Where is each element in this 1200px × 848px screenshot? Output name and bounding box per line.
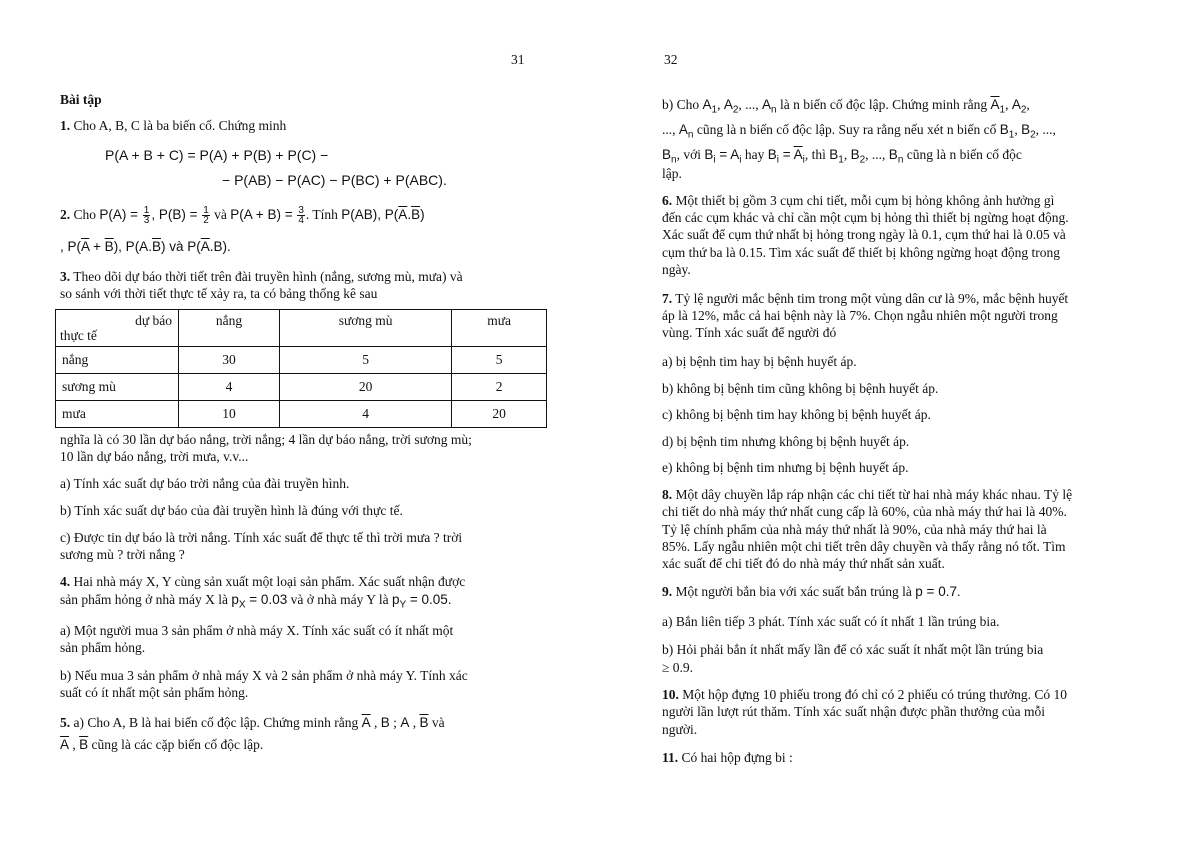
exercise-label: 3. bbox=[60, 269, 71, 284]
page-number: 32 bbox=[664, 52, 678, 67]
fraction: $\frac{3}{4}$ bbox=[298, 205, 304, 227]
table-cell: 5 bbox=[452, 347, 547, 374]
exercise-text: Cho A, B, C là ba biến cố. Chứng minh bbox=[70, 118, 287, 133]
exercise-label: 8. bbox=[662, 487, 673, 502]
text-line: chi tiết do nhà máy thứ nhất cung cấp là 60%, của nhà máy thứ hai là 40%. bbox=[662, 504, 1067, 519]
text-line: ngày. bbox=[662, 262, 691, 277]
text-line: nghĩa là có 30 lần dự báo nắng, trời nắng; 4 lần dự báo nắng, trời sương mù; bbox=[60, 432, 472, 447]
text-line: người lần lượt rút thăm. Tính xác suất nhận được phần thưởng của mỗi bbox=[662, 704, 1046, 719]
sub-question: d) bị bệnh tim nhưng không bị bệnh huyết áp. bbox=[662, 434, 910, 449]
formula-line: − P(AB) − P(AC) − P(BC) + P(ABC). bbox=[222, 172, 447, 188]
table-cell: 4 bbox=[179, 374, 280, 401]
sub-question: b) Hỏi phải bắn ít nhất mấy lần để có xác suất ít nhất một lần trúng bia bbox=[662, 642, 1044, 657]
exercise-label: 6. bbox=[662, 193, 673, 208]
fraction: $\frac{1}{3}$ bbox=[143, 205, 150, 227]
table-row bbox=[56, 374, 547, 401]
page-number: 31 bbox=[511, 52, 525, 67]
right-page bbox=[600, 0, 1200, 848]
text-line: sương mù ? trời nắng ? bbox=[60, 547, 185, 562]
exercise-10: 10. Một hộp đựng 10 phiếu trong đó chỉ có 2 phiếu có trúng thưởng. Có 10 bbox=[662, 687, 1067, 702]
text-line: áp là 12%, mắc cả hai bệnh này là 7%. Chọn ngẫu nhiên một người trong bbox=[662, 308, 1058, 323]
text-line: xác suất để chi tiết đó do nhà máy thứ nhất sản xuất. bbox=[662, 556, 945, 571]
exercise-label: 5. bbox=[60, 715, 71, 730]
exercise-7: 7. Tỷ lệ người mắc bệnh tim trong một vùng dân cư là 9%, mắc bệnh huyết bbox=[662, 291, 1069, 306]
sub-question: c) Được tin dự báo là trời nắng. Tính xác suất để thực tế thì trời mưa ? trời bbox=[60, 530, 463, 545]
text-line: suất có ít nhất một sản phẩm hỏng. bbox=[60, 685, 249, 700]
sub-question: a) Một người mua 3 sản phẩm ở nhà máy X. Tính xác suất có ít nhất một bbox=[60, 623, 454, 638]
table-cell: 20 bbox=[280, 374, 452, 401]
section-heading: Bài tập bbox=[60, 92, 102, 107]
exercise-8: 8. Một dây chuyền lắp ráp nhận các chi tiết từ hai nhà máy khác nhau. Tỷ lệ bbox=[662, 487, 1073, 502]
sub-question: b) Nếu mua 3 sản phẩm ở nhà máy X và 2 sản phẩm ở nhà máy Y. Tính xác bbox=[60, 668, 468, 683]
row-label: sương mù bbox=[56, 374, 179, 401]
text-line: so sánh với thời tiết thực tế xảy ra, ta có bảng thống kê sau bbox=[60, 286, 378, 301]
text-line: 85%. Lấy ngẫu nhiên một chi tiết trên dây chuyền và thấy rằng nó tốt. Tìm bbox=[662, 539, 1066, 554]
table-cell: 5 bbox=[280, 347, 452, 374]
text-line: sản phẩm hỏng ở nhà máy X là $p_X = 0.03$ và ở nhà máy Y là $p_Y = 0.05$. bbox=[60, 592, 452, 611]
exercise-label: 2. bbox=[60, 207, 71, 222]
exercise-3: 3. Theo dõi dự báo thời tiết trên đài truyền hình (nắng, sương mù, mưa) và bbox=[60, 269, 463, 284]
table-cell: 4 bbox=[280, 401, 452, 428]
formula-line: P(A + B + C) = P(A) + P(B) + P(C) − bbox=[105, 147, 329, 163]
exercise-label: 10. bbox=[662, 687, 679, 702]
exercise-9: 9. Một người bắn bia với xác suất bắn trúng là p = 0.7. bbox=[662, 584, 961, 599]
table-cell: 30 bbox=[179, 347, 280, 374]
table-cell: 10 bbox=[179, 401, 280, 428]
text-line: đến các cụm khác và chỉ cần một cụm bị hỏng thì thiết bị ngừng hoạt động. bbox=[662, 210, 1069, 225]
exercise-6: 6. Một thiết bị gồm 3 cụm chi tiết, mỗi cụm bị hỏng không ảnh hưởng gì bbox=[662, 193, 1055, 208]
table-corner-cell: dự báo thực tế bbox=[56, 310, 179, 347]
exercise-2-line2: , $P(\overline{A} + \overline{B})$, $P(A.\overline{B})$ và $P(\overline{A}.B)$. bbox=[60, 239, 231, 254]
sub-question: a) bị bệnh tim hay bị bệnh huyết áp. bbox=[662, 354, 857, 369]
exercise-5b: b) Cho $A_1$, $A_2$, ..., $A_n$ là n biến cố độc lập. Chứng minh rằng $\overline{A}_1$, $A_2$, bbox=[662, 97, 1030, 116]
sub-question: b) Tính xác suất dự báo của đài truyền hình là đúng với thực tế. bbox=[60, 503, 403, 518]
row-label: mưa bbox=[56, 401, 179, 428]
exercise-1 bbox=[60, 117, 286, 134]
text-line: sản phẩm hỏng. bbox=[60, 640, 146, 655]
text-line: lập. bbox=[662, 166, 682, 181]
exercise-label: 1. bbox=[60, 118, 71, 133]
sub-question: a) Bắn liên tiếp 3 phát. Tính xác suất có ít nhất 1 lần trúng bia. bbox=[662, 614, 1000, 629]
column-header: sương mù bbox=[280, 310, 452, 347]
text-line: 10 lần dự báo nắng, trời mưa, v.v... bbox=[60, 449, 249, 464]
exercise-4: 4. Hai nhà máy X, Y cùng sản xuất một loại sản phẩm. Xác suất nhận được bbox=[60, 574, 466, 589]
exercise-5: 5. a) Cho A, B là hai biến cố độc lập. Chứng minh rằng $\overline{A}$ , B ; A , $\overline{B}$ và bbox=[60, 715, 445, 730]
text-line: vùng. Tính xác suất để người đó bbox=[662, 325, 837, 340]
exercise-label: 7. bbox=[662, 291, 673, 306]
column-header: mưa bbox=[452, 310, 547, 347]
exercise-label: 11. bbox=[662, 750, 679, 765]
fraction: $\frac{1}{2}$ bbox=[203, 205, 209, 227]
table-row bbox=[56, 401, 547, 428]
exercise-label: 9. bbox=[662, 584, 673, 599]
table-cell: 2 bbox=[452, 374, 547, 401]
text-line: Xác suất để cụm thứ nhất bị hỏng trong ngày là 0.1, cụm thứ hai là 0.05 và bbox=[662, 227, 1066, 242]
text-line: $B_n$, với $B_i = A_i$ hay $B_i = \overline{A}_i$, thì $B_1$, $B_2$, ..., $B_n$ cũng là n biến cố độc bbox=[662, 147, 1022, 166]
text-line: Tỷ lệ chính phẩm của nhà máy thứ nhất là 90%, của nhà máy thứ hai là bbox=[662, 522, 1047, 537]
row-label: nắng bbox=[56, 347, 179, 374]
exercise-2: 2. Cho P(A) = $\frac{1}{3}$ , P(B) = $\frac{1}{2}$ và P(A + B) = $\frac{3}{4}$ . Tính P(AB), $P(\overline{A}.\overline{B})$ bbox=[60, 205, 425, 227]
forecast-table bbox=[55, 309, 547, 428]
column-header: nắng bbox=[179, 310, 280, 347]
table-row bbox=[56, 347, 547, 374]
sub-question: b) không bị bệnh tim cũng không bị bệnh huyết áp. bbox=[662, 381, 939, 396]
text-line: người. bbox=[662, 722, 698, 737]
table-header-row bbox=[56, 310, 547, 347]
sub-question: e) không bị bệnh tim nhưng bị bệnh huyết áp. bbox=[662, 460, 909, 475]
text-line: ≥ 0.9. bbox=[662, 660, 694, 675]
sub-question: a) Tính xác suất dự báo trời nắng của đài truyền hình. bbox=[60, 476, 350, 491]
table-cell: 20 bbox=[452, 401, 547, 428]
exercise-label: 4. bbox=[60, 574, 71, 589]
text-line: ..., $A_n$ cũng là n biến cố độc lập. Suy ra rằng nếu xét n biến cố $B_1$, $B_2$, ..., bbox=[662, 122, 1056, 141]
text-line: $\overline{A}$ , $\overline{B}$ cũng là các cặp biến cố độc lập. bbox=[60, 737, 264, 752]
sub-question: c) không bị bệnh tim hay không bị bệnh huyết áp. bbox=[662, 407, 931, 422]
text-line: cụm thứ ba là 0.15. Tìm xác suất để thiết bị không ngừng hoạt động trong bbox=[662, 245, 1060, 260]
exercise-11: 11. Có hai hộp đựng bi : bbox=[662, 750, 793, 765]
